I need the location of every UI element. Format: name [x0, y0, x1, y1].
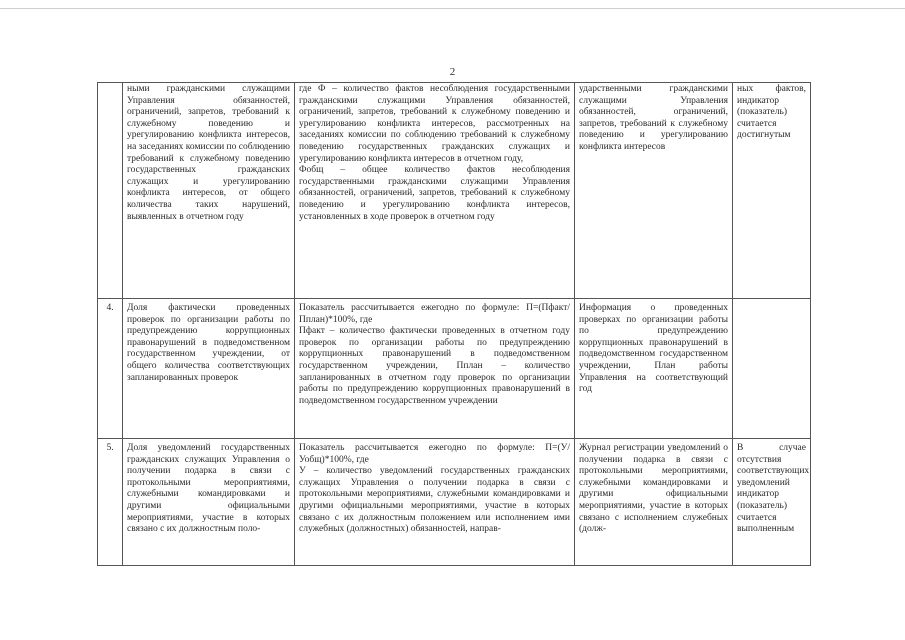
page-number: 2 — [449, 66, 456, 78]
formula-text: где Ф – количество фактов несоблюдения государственными гражданскими служащими Управления обязанностей, ограничений, запретов, требований к служебному поведению и урегулированию конфликта интересов, рассмотренных на заседаниях комиссии по соблюдению требований к служебному поведению государственных гражданских служащих и урегулированию конфликта интересов в отчетном году, — [299, 84, 570, 164]
formula-definition: Пфакт – количество фактически проведенных в отчетном году проверок по организации работы по предупреждению коррупционных правонарушений в подведомственном государственном учреждении, Пплан – количество запланированных в отчетном году проверок по организации работы по предупреждению коррупционных правонарушений в подведомственном государственном учреждении — [299, 326, 570, 406]
note-cell: ных фактов, индикатор (показатель) считается достигнутым — [733, 83, 811, 299]
formula-text: Показатель рассчитывается ежегодно по формуле: П=(Пфакт/Пплан)*100%, где — [299, 303, 570, 325]
source-cell: ударственными гражданскими служащими Управления обязанностей, ограничений, запретов, требований к служебному поведению и урегулированию конфликта интересов — [575, 83, 733, 299]
formula-text: Показатель рассчитывается ежегодно по формуле: П=(У/Уобщ)*100%, где — [299, 443, 570, 465]
page-bottom-margin — [0, 585, 905, 640]
formula-cell — [295, 83, 575, 299]
row-number: 5. — [98, 439, 123, 566]
formula-definition: У – количество уведомлений государственных гражданских служащих Управления о получении подарка в связи с протокольными мероприятиями, служебными командировками и другими официальными мероприятиями, участие в которых связано с их должностным положением или исполнением ими служебных (должностных) обязанностей, направ- — [299, 466, 570, 535]
row-number: 4. — [98, 299, 123, 439]
indicator-table — [97, 82, 811, 566]
row-number — [98, 83, 123, 299]
source-cell: Журнал регистрации уведомлений о получении подарка в связи с протокольными мероприятиями, служебными командировками и другими официальными мероприятиями, участие в которых связано с исполнением служебных (долж- — [575, 439, 733, 566]
formula-cell — [295, 299, 575, 439]
indicator-cell: Доля фактически проведенных проверок по организации работы по предупреждению коррупционных правонарушений в подведомственном государственном учреждении, от общего количества соответствующих запланированных проверок — [123, 299, 295, 439]
formula-cell — [295, 439, 575, 566]
source-cell: Информация о проведенных проверках по организации работы по предупреждению коррупционных правонарушений в подведомственном государственном учреждении, План работы Управления на соответствующий год — [575, 299, 733, 439]
table-row — [98, 439, 811, 566]
indicator-cell: ными гражданскими служащими Управления обязанностей, ограничений, запретов, требований к служебному поведению и урегулированию конфликта интересов, на заседаниях комиссии по соблюдению требований к служебному поведению государственных гражданских служащих и урегулированию конфликта интересов, от общего количества таких нарушений, выявленных в отчетном году — [123, 83, 295, 299]
top-rule — [0, 8, 905, 9]
table-row — [98, 299, 811, 439]
table-row — [98, 83, 811, 299]
formula-definition: Фобщ – общее количество фактов несоблюдения государственными гражданскими служащими Управления обязанностей, ограничений, запретов, требований к служебному поведению и урегулированию конфликта интересов, установленных в ходе проверок в отчетном году — [299, 165, 570, 222]
note-cell: В случае отсутствия соответствующих уведомлений индикатор (показатель) считается выполненным — [733, 439, 811, 566]
note-cell — [733, 299, 811, 439]
indicator-cell: Доля уведомлений государственных гражданских служащих Управления о получении подарка в связи с протокольными мероприятиями, служебными командировками и другими официальными мероприятиями, участие в которых связано с их должностным поло- — [123, 439, 295, 566]
